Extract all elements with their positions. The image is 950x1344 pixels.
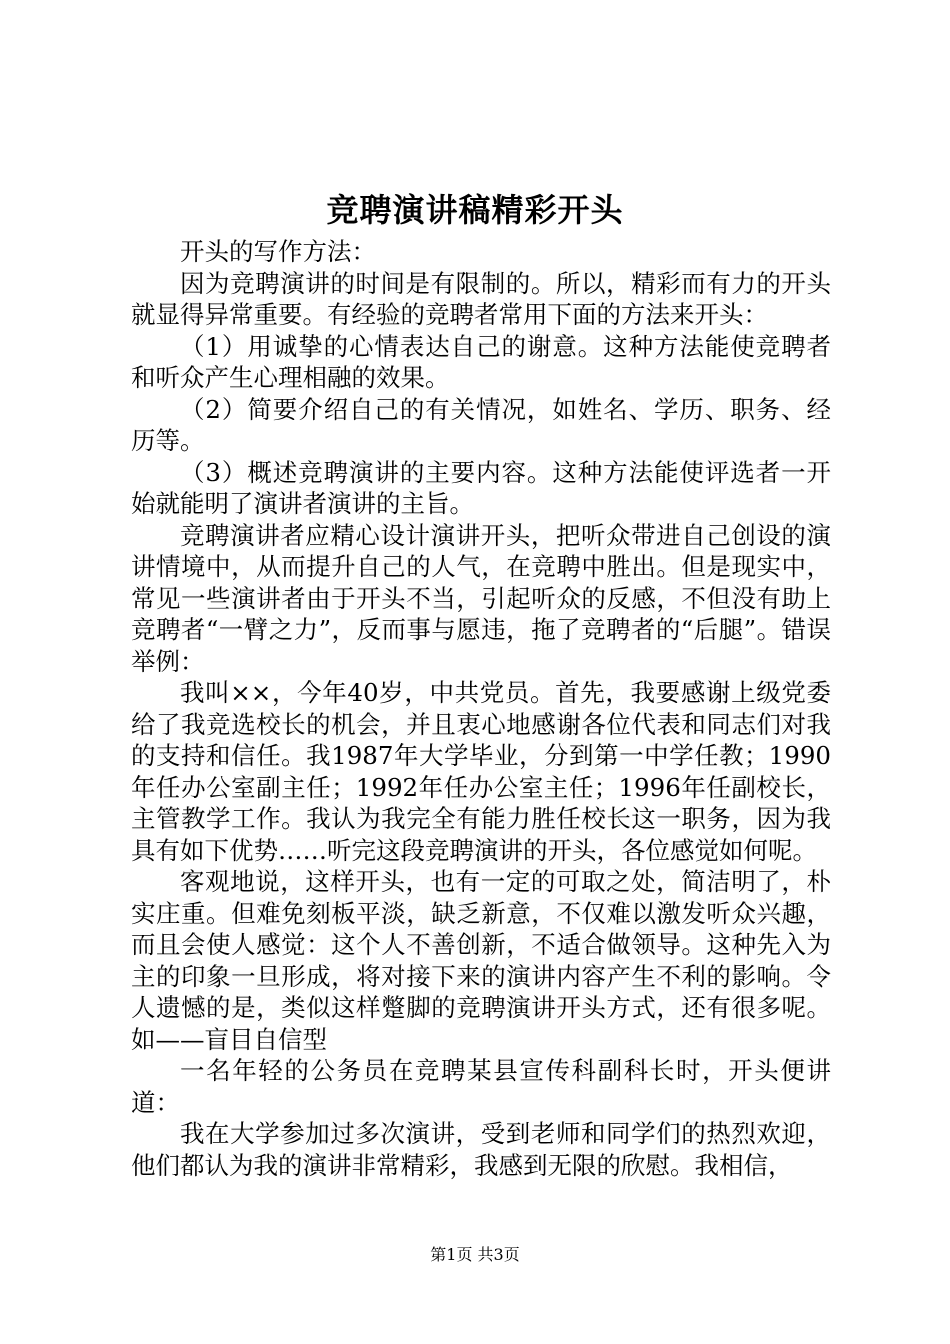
paragraph-method-1: （1）用诚挚的心情表达自己的谢意。这种方法能使竞聘者和听众产生心理相融的效果。: [131, 331, 831, 392]
paragraph-design-advice: 竞聘演讲者应精心设计演讲开头，把听众带进自己创设的演讲情境中，从而提升自己的人气，在竞聘中胜出。但是现实中，常见一些演讲者由于开头不当，引起听众的反感，不但没有助上竞聘者“一臂之力”，反而事与愿违，拖了竞聘者的“后腿”。错误举例：: [131, 520, 831, 676]
paragraph-intro: 因为竞聘演讲的时间是有限制的。所以，精彩而有力的开头就显得异常重要。有经验的竞聘者常用下面的方法来开头：: [131, 268, 831, 329]
paragraph-overconfident-example: 我在大学参加过多次演讲，受到老师和同学们的热烈欢迎，他们都认为我的演讲非常精彩，我感到无限的欣慰。我相信，: [131, 1119, 831, 1180]
paragraph-method-2: （2）简要介绍自己的有关情况，如姓名、学历、职务、经历等。: [131, 394, 831, 455]
paragraph-analysis: 客观地说，这样开头，也有一定的可取之处，简洁明了，朴实庄重。但难免刻板平淡，缺乏新意，不仅难以激发听众兴趣，而且会使人感觉：这个人不善创新，不适合做领导。这种先入为主的印象一旦形成，将对接下来的演讲内容产生不利的影响。令人遗憾的是，类似这样蹩脚的竞聘演讲开头方式，还有很多呢。如——盲目自信型: [131, 867, 831, 1054]
paragraph-civil-servant: 一名年轻的公务员在竞聘某县宣传科副科长时，开头便讲道：: [131, 1056, 831, 1117]
paragraph-method-3: （3）概述竞聘演讲的主要内容。这种方法能使评选者一开始就能明了演讲者演讲的主旨。: [131, 457, 831, 518]
page-footer: 第1页 共3页: [430, 1245, 520, 1264]
document-body: [131, 236, 831, 1181]
paragraph-bad-example: 我叫××，今年40岁，中共党员。首先，我要感谢上级党委给了我竞选校长的机会，并且衷心地感谢各位代表和同志们对我的支持和信任。我1987年大学毕业，分到第一中学任教；1990年任办公室副主任；1992年任办公室主任；1996年任副校长，主管教学工作。我认为我完全有能力胜任校长这一职务，因为我具有如下优势……听完这段竞聘演讲的开头，各位感觉如何呢。: [131, 678, 831, 865]
paragraph-writing-method-heading: 开头的写作方法：: [180, 237, 376, 266]
document-title: 竞聘演讲稿精彩开头: [326, 191, 624, 229]
